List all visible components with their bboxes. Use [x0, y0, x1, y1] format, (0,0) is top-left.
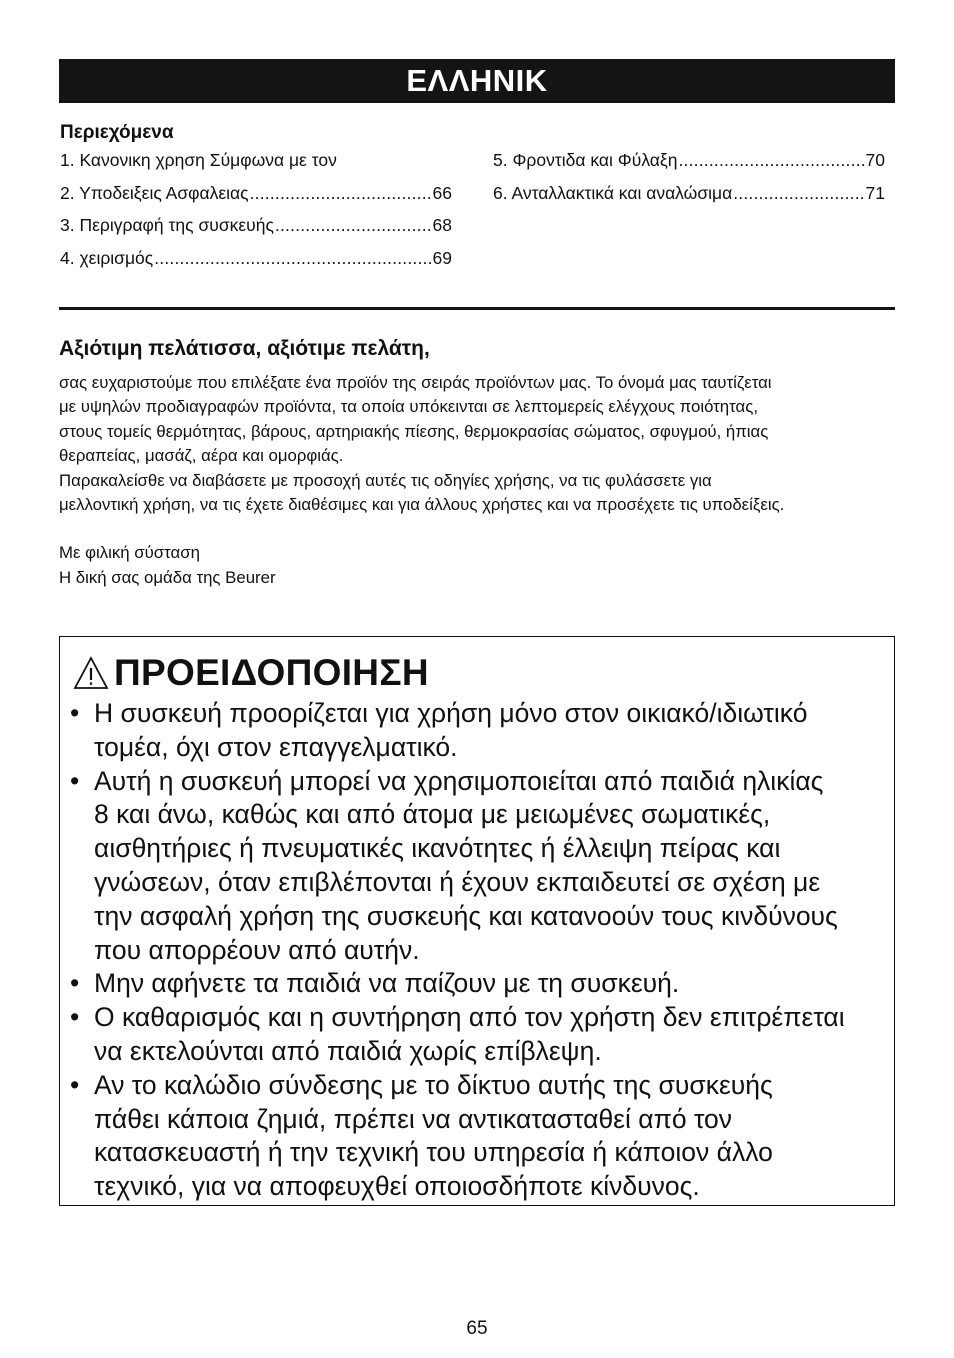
- intro-text: [59, 371, 904, 590]
- warning-triangle-icon: [72, 655, 110, 691]
- warning-line: τομέα, όχι στον επαγγελματικό.: [94, 731, 458, 762]
- warning-line: 8 και άνω, καθώς και από άτομα με μειωμένες σωματικές,: [94, 799, 771, 830]
- toc-entry[interactable]: [60, 148, 452, 181]
- warning-line: γνώσεων, όταν επιβλέπονται ή έχουν εκπαιδευτεί σε σχέση με: [94, 866, 821, 897]
- toc-heading: Περιεχόμενα: [60, 122, 174, 143]
- toc-dot-leader: [733, 181, 864, 214]
- warning-line: • Η συσκευή προορίζεται για χρήση μόνο στον οικιακό/ιδιωτικό: [94, 698, 808, 728]
- warning-line: κατασκευαστή ή την τεχνική του υπηρεσία ή κάποιον άλλο: [94, 1137, 773, 1168]
- warning-line: • Μην αφήνετε τα παιδιά να παίζουν με τη συσκευή.: [94, 968, 680, 999]
- language-header: ΕΛΛΗΝΙΚ: [59, 59, 895, 103]
- greeting-heading: Αξιότιμη πελάτισσα, αξιότιμε πελάτη,: [59, 337, 430, 360]
- warning-title: [72, 647, 429, 699]
- intro-line: σας ευχαριστούμε που επιλέξατε ένα προϊόν της σειράς προϊόντων μας. Το όνομά μας ταυτίζεται: [59, 373, 772, 392]
- toc-entry[interactable]: [60, 246, 452, 279]
- toc-dot-leader: [679, 148, 865, 181]
- warning-line: να εκτελούνται από παιδιά χωρίς επίβλεψη.: [94, 1035, 602, 1066]
- warning-line: • Ο καθαρισμός και η συντήρηση από τον χρήστη δεν επιτρέπεται: [94, 1002, 845, 1033]
- closing-signature: Η δική σας ομάδα της Beurer: [59, 567, 276, 587]
- warning-line: πάθει κάποια ζημιά, πρέπει να αντικατασταθεί από τον: [94, 1103, 733, 1134]
- warning-item: [70, 967, 900, 1001]
- warning-box: [59, 636, 895, 1206]
- intro-line: θεραπείας, μασάζ, αέρα και ομορφιάς.: [59, 446, 344, 466]
- warning-item: [70, 1001, 900, 1069]
- toc-entry[interactable]: [60, 181, 452, 214]
- intro-line: με υψηλών προδιαγραφών προϊόντα, τα οποία υπόκεινται σε λεπτομερείς ελέγχους ποιότητας,: [59, 397, 758, 417]
- toc-entry-page: 70: [865, 150, 885, 170]
- toc-entry[interactable]: [60, 213, 452, 246]
- toc-entry-label: 2. Υποδειξεις Ασφαλειας: [60, 182, 249, 203]
- page-number: 65: [466, 1318, 488, 1339]
- warning-title-text: ΠΡΟΕΙΔΟΠΟΙΗΣΗ: [114, 652, 429, 693]
- toc-entry-label: 4. χειρισμός: [60, 247, 154, 268]
- intro-line: μελλοντική χρήση, να τις έχετε διαθέσιμες και για άλλους χρήστες και να προσέχετε τις υποδείξεις.: [59, 495, 785, 515]
- warning-item: [70, 697, 900, 765]
- toc-dot-leader: [154, 246, 431, 279]
- paragraph-gap: [59, 517, 904, 541]
- warning-list: [70, 697, 900, 1204]
- toc-column-right: [493, 148, 885, 213]
- toc-dot-leader: [275, 213, 432, 246]
- warning-line: • Αυτή η συσκευή μπορεί να χρησιμοποιείται από παιδιά ηλικίας: [94, 765, 824, 796]
- intro-line: Παρακαλείσθε να διαβάσετε με προσοχή αυτές τις οδηγίες χρήσης, να τις φυλάσσετε για: [59, 470, 712, 490]
- toc-entry-page: 71: [865, 182, 885, 203]
- toc-entry-page: 68: [432, 215, 452, 235]
- toc-entry-label: 3. Περιγραφή της συσκευής: [60, 215, 274, 235]
- warning-item: [70, 1069, 900, 1204]
- toc-entry-page: 66: [432, 182, 452, 203]
- intro-line: στους τομείς θερμότητας, βάρους, αρτηριακής πίεσης, θερμοκρασίας σώματος, σφυγμού, ήπιας: [59, 421, 769, 441]
- warning-line: αισθητήριες ή πνευματικές ικανότητες ή έλλειψη πείρας και: [94, 833, 781, 864]
- toc-dot-leader: [250, 181, 432, 214]
- warning-line: • Αν το καλώδιο σύνδεσης με το δίκτυο αυτής της συσκευής: [94, 1069, 773, 1100]
- toc-entry[interactable]: [493, 181, 885, 214]
- toc-entry-label: 6. Ανταλλακτικά και αναλώσιμα: [493, 182, 733, 203]
- toc-entry-label: 5. Φροντιδα και Φύλαξη: [493, 150, 678, 170]
- toc-entry[interactable]: [493, 148, 885, 181]
- toc-entry-page: 69: [432, 247, 452, 268]
- toc-column-left: [60, 148, 452, 278]
- toc-entry-label: 1. Κανονικη χρηση Σύμφωνα με τον: [60, 150, 337, 170]
- warning-item: [70, 765, 900, 968]
- closing-line: Με φιλική σύσταση: [59, 543, 200, 563]
- warning-line: που απορρέουν από αυτήν.: [94, 934, 420, 965]
- warning-line: την ασφαλή χρήση της συσκευής και κατανοούν τους κινδύνους: [94, 900, 838, 931]
- section-divider: [59, 307, 895, 310]
- warning-line: τεχνικό, για να αποφευχθεί οποιοσδήποτε κίνδυνος.: [94, 1171, 700, 1202]
